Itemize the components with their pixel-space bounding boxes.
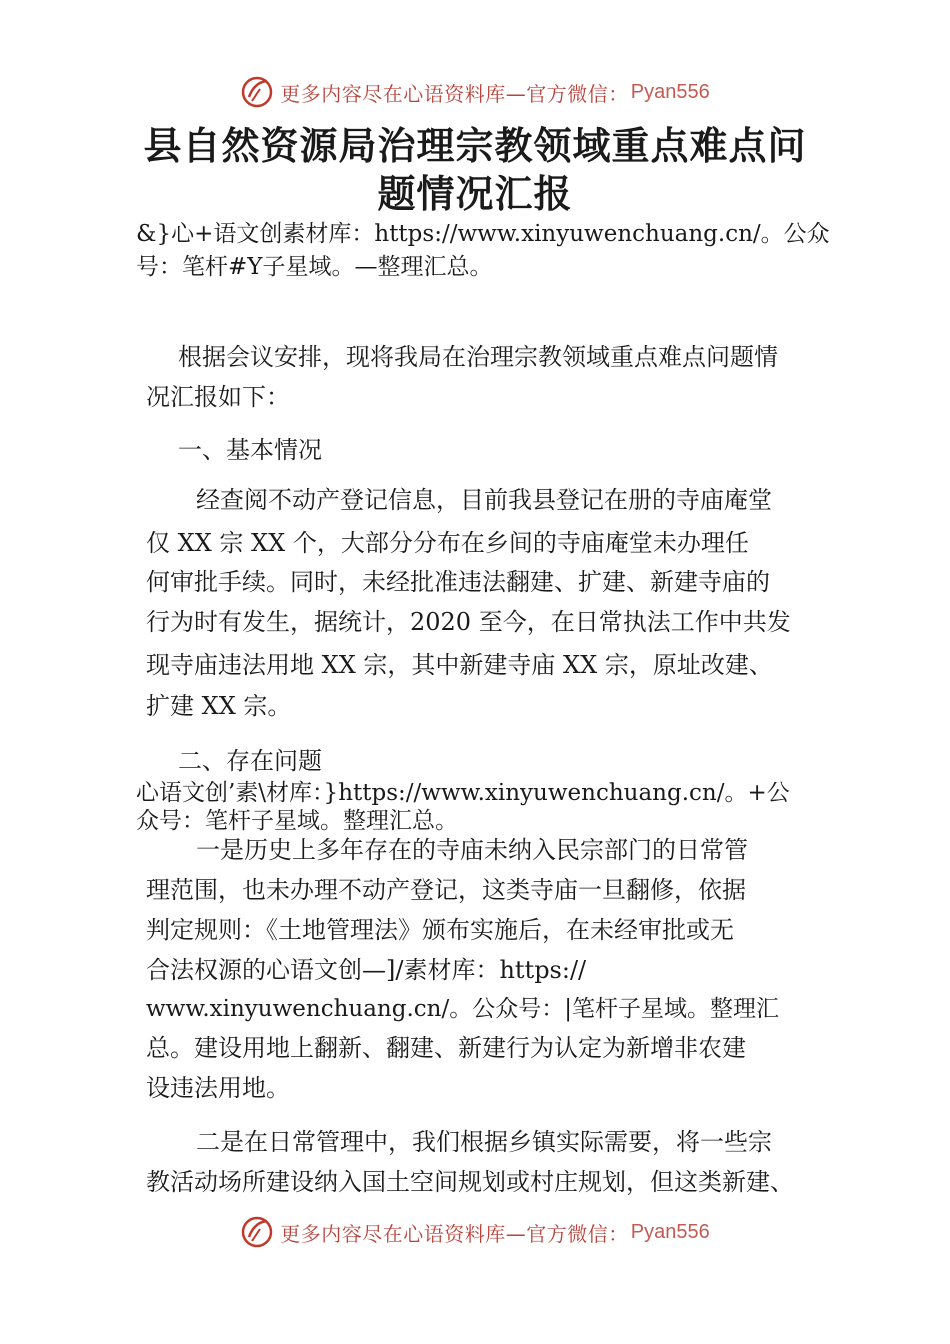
section1-line1: 经查阅不动产登记信息，目前我县登记在册的寺庙庵堂 — [196, 486, 772, 514]
header-banner — [0, 72, 950, 112]
section2-para1-line5: www.xinyuwenchuang.cn/。公众号：|笔杆子星域。整理汇 — [146, 996, 779, 1022]
section1-heading: 一、基本情况 — [178, 436, 322, 464]
section1-line4: 行为时有发生，据统计，2020 至今，在日常执法工作中共发 — [146, 608, 791, 636]
section1-line5: 现寺庙违法用地 XX 宗，其中新建寺庙 XX 宗，原址改建、 — [146, 651, 773, 679]
seal-logo-icon — [240, 1215, 274, 1249]
document-title-line1: 县自然资源局治理宗教领域重点难点问 — [143, 123, 807, 168]
footer-banner — [0, 1212, 950, 1252]
watermark-mid-line2: 众号：笔杆子星域。整理汇总。 — [136, 808, 458, 834]
seal-logo-icon — [240, 75, 274, 109]
section2-para2-line2: 教活动场所建设纳入国土空间规划或村庄规划，但这类新建、 — [146, 1168, 794, 1196]
section2-para2-line1: 二是在日常管理中，我们根据乡镇实际需要，将一些宗 — [196, 1128, 772, 1156]
section2-para1-line2: 理范围，也未办理不动产登记，这类寺庙一旦翻修，依据 — [146, 876, 746, 904]
banner-account: Pyan556 — [630, 1220, 710, 1243]
watermark-top-line1: &}心+语文创素材库：https://www.xinyuwenchuang.cn/。公众 — [136, 221, 830, 247]
section2-para1-line7: 设违法用地。 — [146, 1074, 290, 1102]
section1-line3: 何审批手续。同时，未经批准违法翻建、扩建、新建寺庙的 — [146, 568, 770, 596]
watermark-top-line2: 号：笔杆#Y子星域。—整理汇总。 — [136, 254, 493, 280]
document-title-line2: 题情况汇报 — [377, 171, 573, 216]
section1-line2: 仅 XX 宗 XX 个，大部分分布在乡间的寺庙庵堂未办理任 — [146, 529, 749, 557]
section1-line6: 扩建 XX 宗。 — [146, 692, 292, 720]
banner-text: 更多内容尽在心语资料库—官方微信： — [280, 81, 629, 106]
section2-para1-line4: 合法权源的心语文创—]/素材库：https:// — [146, 956, 587, 984]
banner-text: 更多内容尽在心语资料库—官方微信： — [280, 1221, 629, 1246]
section2-heading: 二、存在问题 — [178, 747, 322, 775]
section2-para1-line6: 总。建设用地上翻新、翻建、新建行为认定为新增非农建 — [146, 1034, 746, 1062]
section2-para1-line3: 判定规则：《土地管理法》颁布实施后，在未经审批或无 — [146, 916, 734, 944]
intro-line2: 况汇报如下： — [146, 383, 290, 411]
watermark-mid-line1: 心语文创’素\材库：}https://www.xinyuwenchuang.cn/。+公 — [136, 780, 790, 806]
banner-account: Pyan556 — [630, 80, 710, 103]
intro-line1: 根据会议安排，现将我局在治理宗教领域重点难点问题情 — [178, 343, 778, 371]
section2-para1-line1: 一是历史上多年存在的寺庙未纳入民宗部门的日常管 — [196, 836, 748, 864]
